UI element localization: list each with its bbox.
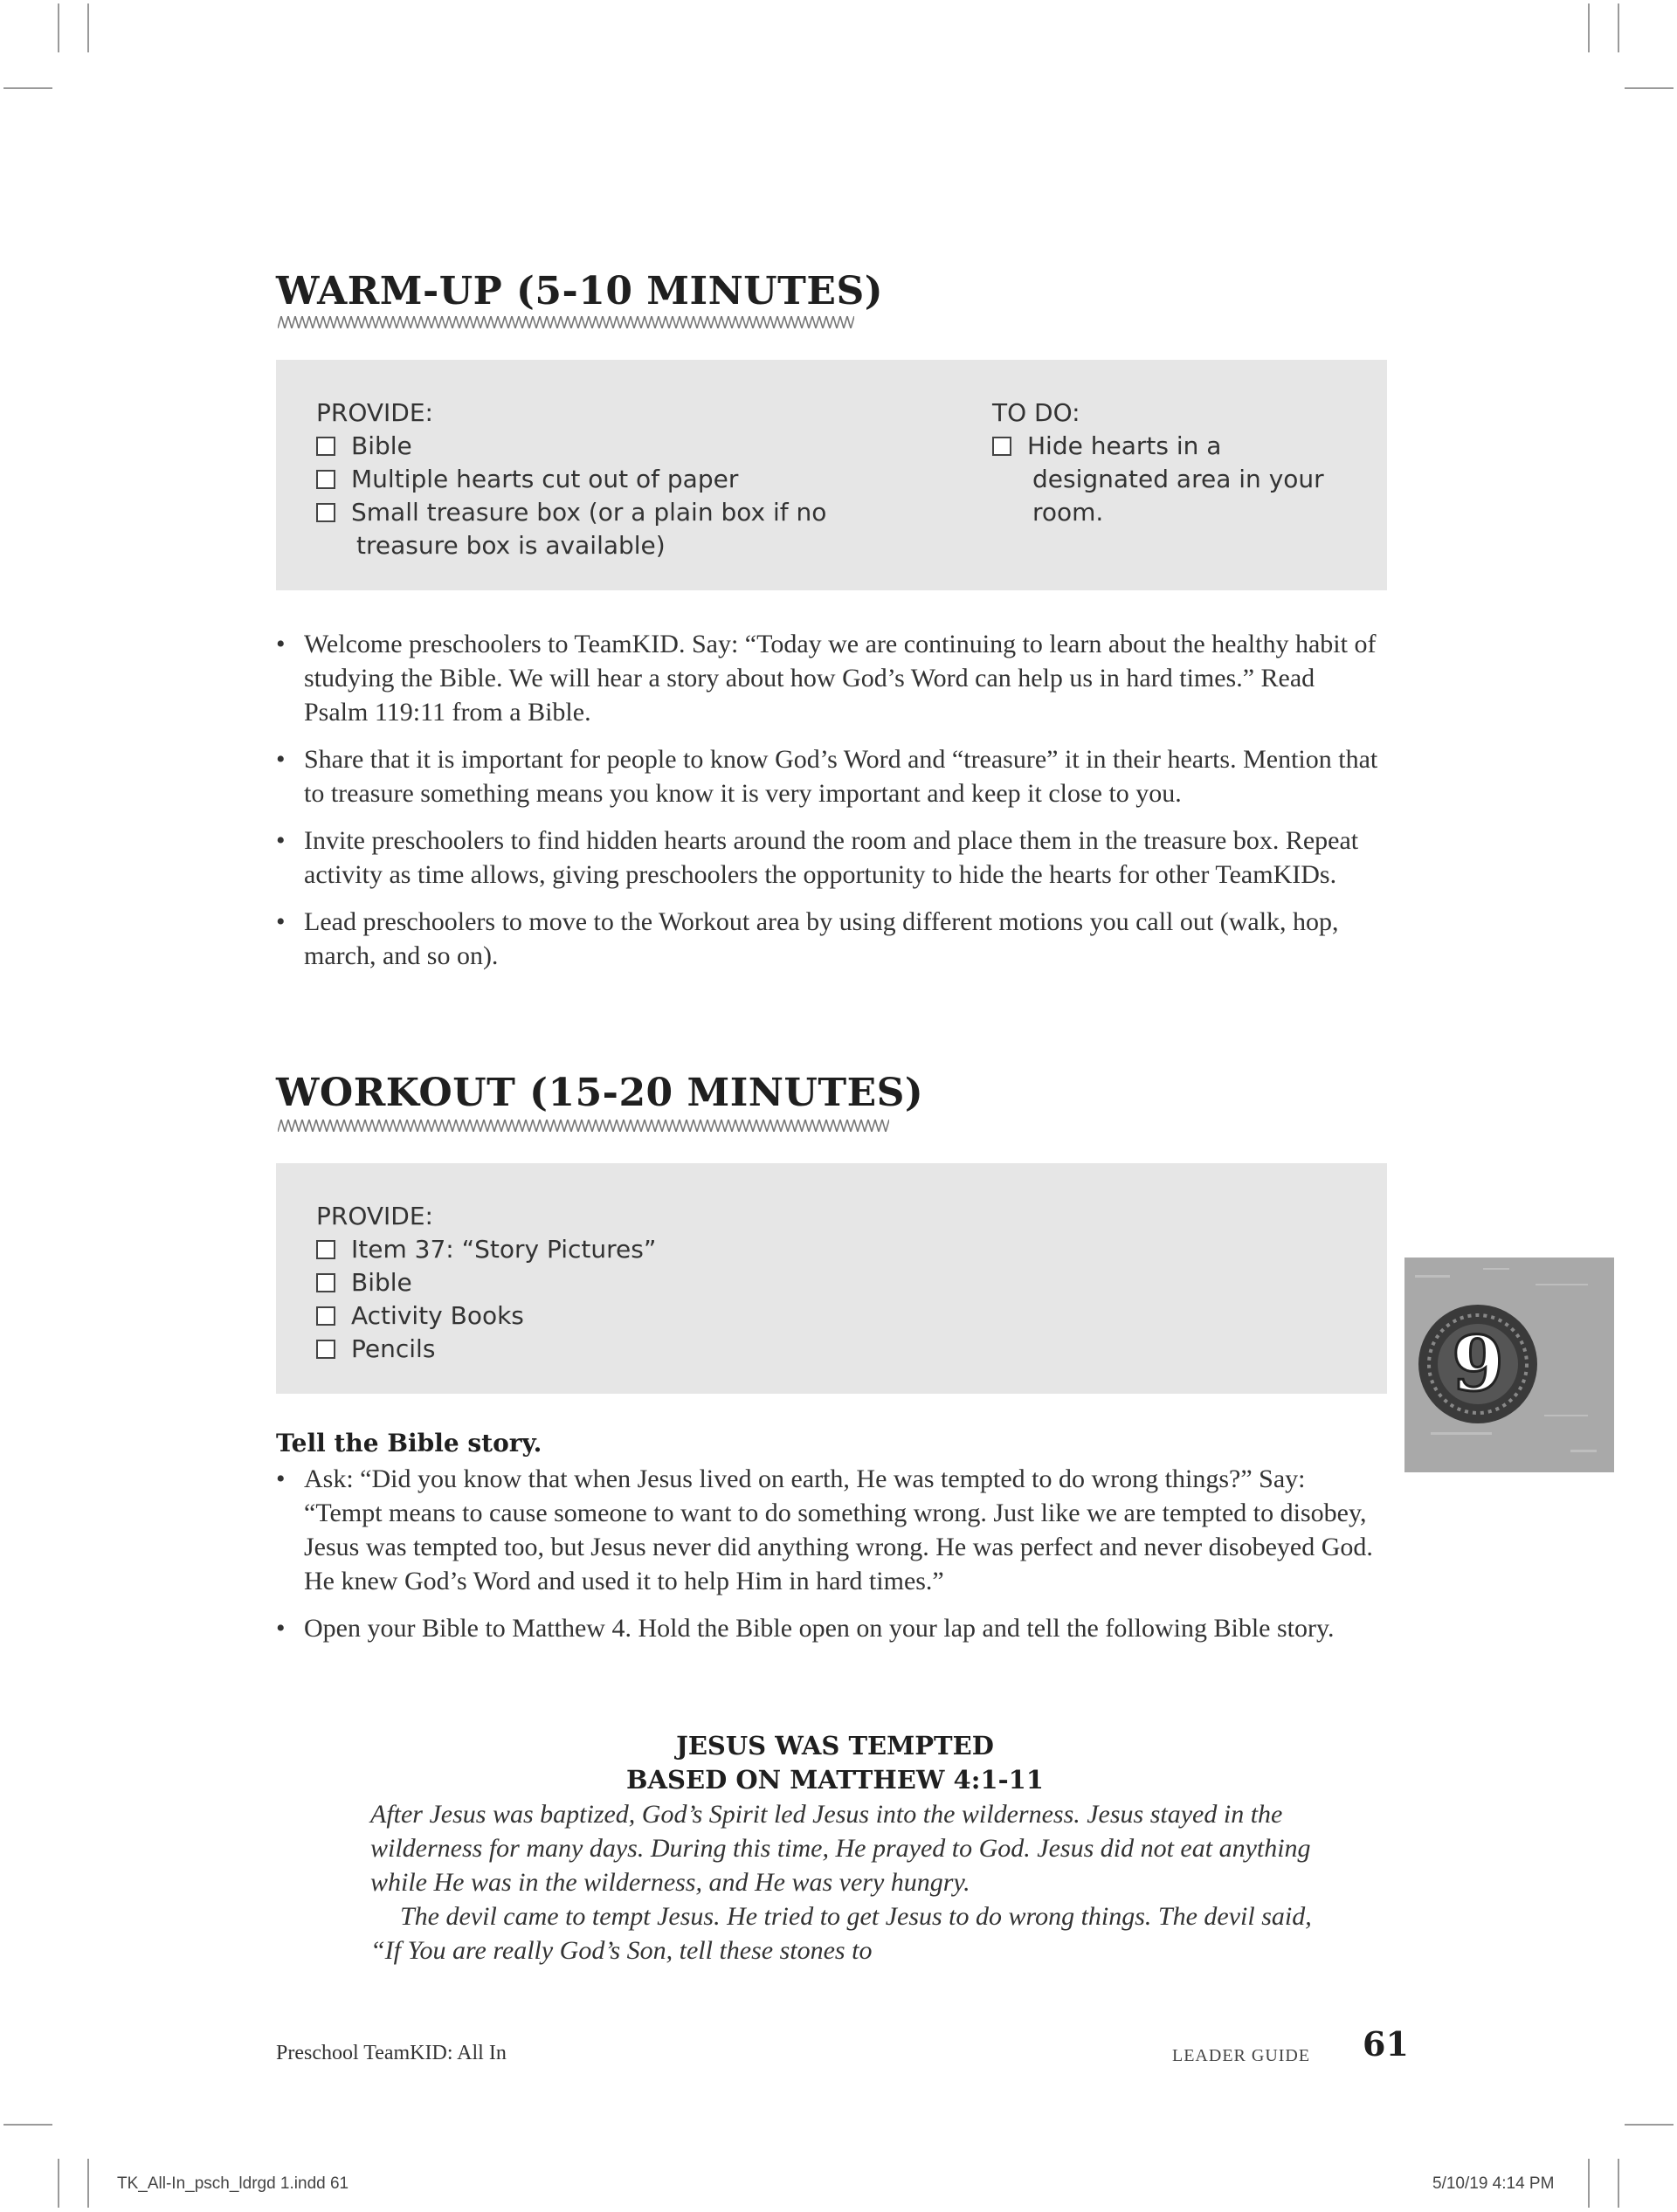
bullet-icon: • bbox=[276, 630, 286, 658]
todo-label: TO DO: bbox=[992, 398, 1080, 427]
checkbox-icon bbox=[316, 470, 335, 489]
crop-mark bbox=[1618, 2159, 1619, 2208]
crop-mark bbox=[1625, 87, 1674, 89]
workout-title: WORKOUT (15-20 MINUTES) bbox=[276, 1071, 924, 1115]
list-item: • Share that it is important for people to know God’s Word and “treasure” it in their hearts. Mention that to treasure something means you know it is very important and keep it close to you. bbox=[276, 742, 1385, 810]
warmup-title: WARM-UP (5-10 MINUTES) bbox=[276, 269, 884, 314]
supply-item: Multiple hearts cut out of paper bbox=[316, 463, 826, 496]
story-reference: BASED ON MATTHEW 4:1-11 bbox=[626, 1765, 1044, 1795]
provide-list bbox=[316, 1200, 656, 1366]
checkbox-icon bbox=[316, 503, 335, 522]
story-title: JESUS WAS TEMPTED bbox=[676, 1731, 994, 1761]
warmup-supply-box bbox=[276, 360, 1387, 590]
list-item: • Welcome preschoolers to TeamKID. Say: “Today we are continuing to learn about the healthy habit of studying the Bible. We will hear a story about how God’s Word can help us in hard times.” Read Psalm 119:11 from a Bible. bbox=[276, 627, 1385, 729]
checkbox-icon bbox=[316, 1273, 335, 1292]
session-badge-icon bbox=[1404, 1258, 1614, 1472]
supply-item: Pencils bbox=[316, 1333, 656, 1366]
list-item: • Open your Bible to Matthew 4. Hold the Bible open on your lap and tell the following Bible story. bbox=[276, 1611, 1385, 1645]
workout-bullet-list bbox=[276, 1462, 1385, 1658]
checkbox-icon bbox=[316, 1240, 335, 1259]
bullet-icon: • bbox=[276, 745, 286, 774]
bullet-icon: • bbox=[276, 826, 286, 855]
todo-item-continuation: designated area in your bbox=[1032, 465, 1324, 493]
crop-mark bbox=[3, 87, 52, 89]
provide-label: PROVIDE: bbox=[316, 398, 433, 427]
svg-text:9: 9 bbox=[1452, 1320, 1504, 1409]
slug-filename: TK_All-In_psch_ldrgd 1.indd 61 bbox=[117, 2174, 349, 2193]
crop-mark bbox=[58, 2159, 59, 2208]
supply-item-continuation: treasure box is available) bbox=[356, 531, 666, 560]
supply-item: Bible bbox=[316, 430, 826, 463]
crop-mark bbox=[58, 3, 59, 52]
supply-item: Small treasure box (or a plain box if no bbox=[316, 496, 826, 529]
warmup-bullet-list bbox=[276, 627, 1385, 986]
story-subhead: Tell the Bible story. bbox=[276, 1429, 542, 1457]
provide-label: PROVIDE: bbox=[316, 1202, 433, 1230]
todo-item: Hide hearts in a bbox=[992, 430, 1324, 463]
crop-mark bbox=[1625, 2124, 1674, 2126]
checkbox-icon bbox=[316, 437, 335, 456]
checkbox-icon bbox=[992, 437, 1011, 456]
crop-mark bbox=[1588, 2159, 1590, 2208]
crop-mark bbox=[3, 2124, 52, 2126]
slug-timestamp: 5/10/19 4:14 PM bbox=[1432, 2174, 1555, 2193]
todo-list bbox=[992, 396, 1324, 529]
workout-supply-box bbox=[276, 1163, 1387, 1394]
bullet-icon: • bbox=[276, 1464, 286, 1493]
session-tab bbox=[1404, 1258, 1614, 1472]
supply-item: Item 37: “Story Pictures” bbox=[316, 1233, 656, 1266]
bullet-icon: • bbox=[276, 907, 286, 936]
crop-mark bbox=[87, 3, 89, 52]
crop-mark bbox=[1588, 3, 1590, 52]
story-paragraph: After Jesus was baptized, God’s Spirit led Jesus into the wilderness. Jesus stayed in the wilderness for many days. During this time, He prayed to God. Jesus did not eat anything while He was in the wilderness, and He was very hungry. bbox=[370, 1800, 1311, 1897]
list-item: • Lead preschoolers to move to the Workout area by using different motions you call out (walk, hop, march, and so on). bbox=[276, 905, 1385, 973]
checkbox-icon bbox=[316, 1306, 335, 1326]
crop-mark bbox=[87, 2159, 89, 2208]
story-text bbox=[370, 1797, 1349, 1967]
crop-mark bbox=[1618, 3, 1619, 52]
provide-list bbox=[316, 396, 826, 562]
list-item: • Ask: “Did you know that when Jesus lived on earth, He was tempted to do wrong things?” Say: “Tempt means to cause someone to want to do something wrong. Just like we are tempted to disobey, Jesus was tempted too, but Jesus never did anything wrong. He was perfect and never disobeyed God. He knew God’s Word and used it to help Him in hard times.” bbox=[276, 1462, 1385, 1598]
list-item: • Invite preschoolers to find hidden hearts around the room and place them in the treasure box. Repeat activity as time allows, giving preschoolers the opportunity to hide the hearts for other TeamKIDs. bbox=[276, 823, 1385, 892]
story-paragraph: The devil came to tempt Jesus. He tried to get Jesus to do wrong things. The devil said, “If You are really God’s Son, tell these stones to bbox=[370, 1902, 1312, 1965]
title-underline bbox=[278, 316, 854, 328]
supply-item: Activity Books bbox=[316, 1299, 656, 1333]
checkbox-icon bbox=[316, 1340, 335, 1359]
bullet-icon: • bbox=[276, 1614, 286, 1643]
footer-title: Preschool TeamKID: All In bbox=[276, 2042, 507, 2064]
todo-item-continuation: room. bbox=[1032, 498, 1104, 527]
supply-item: Bible bbox=[316, 1266, 656, 1299]
title-underline bbox=[278, 1120, 889, 1132]
footer-guide-label: LEADER GUIDE bbox=[1172, 2046, 1311, 2065]
page-number: 61 bbox=[1363, 2024, 1409, 2064]
